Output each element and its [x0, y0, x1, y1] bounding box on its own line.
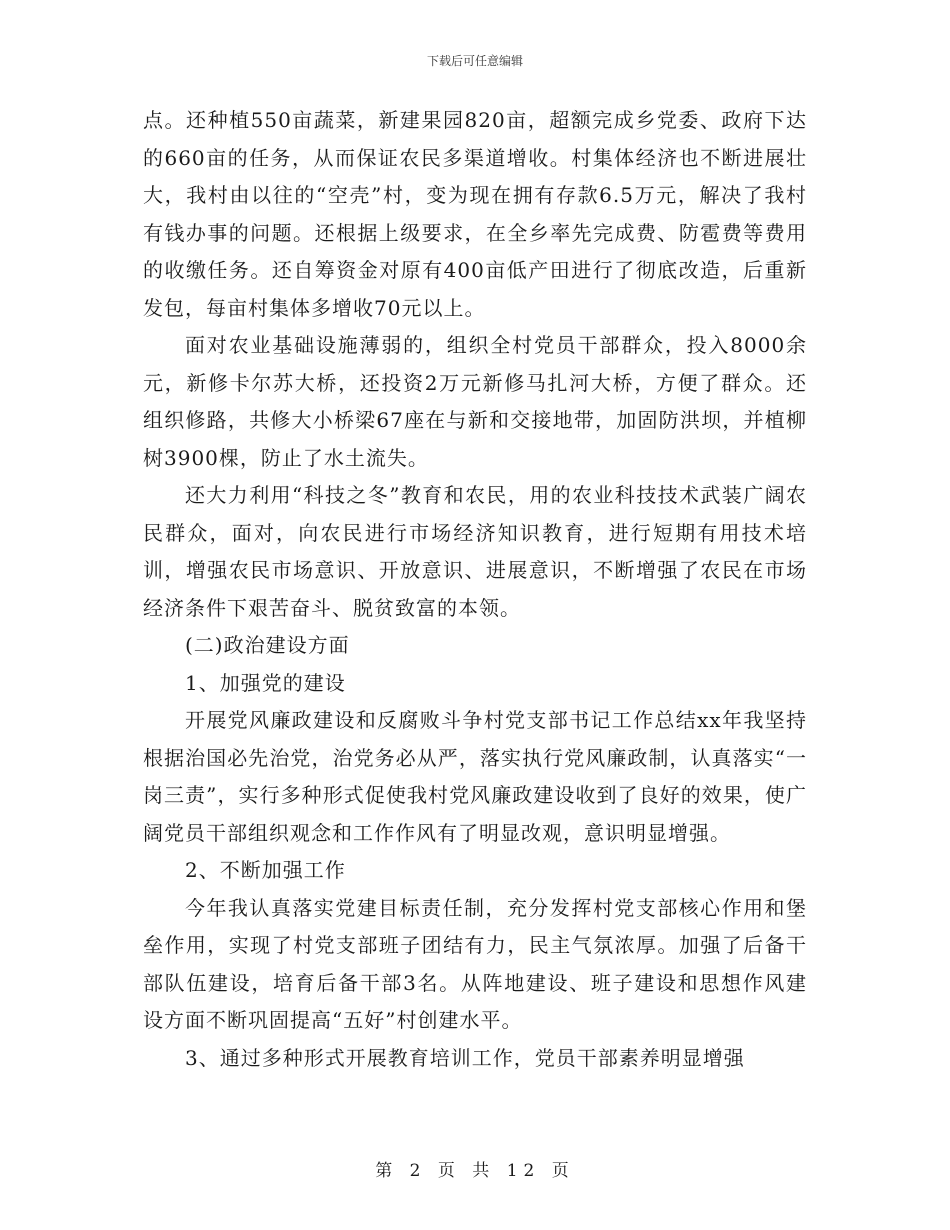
- page-number-indicator: 第 2 页 共 12 页: [375, 1161, 575, 1181]
- paragraph-infrastructure: 面对农业基础设施薄弱的，组织全村党员干部群众，投入8000余元，新修卡尔苏大桥，还投资2万元新修马扎河大桥，方便了群众。还组织修路，共修大小桥梁67座在与新和交接地带，加固防洪坝，并植柳树3900棵，防止了水土流失。: [143, 333, 807, 470]
- page-header-note: 下载后可任意编辑: [426, 54, 523, 68]
- section-heading-political: (二)政治建设方面: [185, 633, 350, 657]
- subheading-training: 3、通过多种形式开展教育培训工作，党员干部素养明显增强: [185, 1045, 745, 1070]
- paragraph-tech-education: 还大力利用“科技之冬”教育和农民，用的农业科技技术武装广阔农民群众，面对，向农民进行市场经济知识教育，进行短期有用技术培训，增强农民市场意识、开放意识、进展意识，不断增强了农民在市场经济条件下艰苦奋斗、脱贫致富的本领。: [143, 483, 807, 620]
- paragraph-responsibility: 今年我认真落实党建目标责任制，充分发挥村党支部核心作用和堡垒作用，实现了村党支部班子团结有力，民主气氛浓厚。加强了后备干部队伍建设，培育后备干部3名。从阵地建设、班子建设和思想作风建设方面不断巩固提高“五好”村创建水平。: [143, 895, 807, 1032]
- subheading-party-building: 1、加强党的建设: [185, 670, 346, 695]
- document-body: [143, 102, 807, 1077]
- paragraph-anti-corruption: 开展党风廉政建设和反腐败斗争村党支部书记工作总结xx年我坚持根据治国必先治党，治党务必从严，落实执行党风廉政制，认真落实“一岗三责”，实行多种形式促使我村党风廉政建设收到了良好的效果，使广阔党员干部组织观念和工作作风有了明显改观，意识明显增强。: [143, 708, 807, 845]
- paragraph-agriculture-income: 点。还种植550亩蔬菜，新建果园820亩，超额完成乡党委、政府下达的660亩的任务，从而保证农民多渠道增收。村集体经济也不断进展壮大，我村由以往的“空壳”村，变为现在拥有存款6.5万元，解决了我村有钱办事的问题。还根据上级要求，在全乡率先完成费、防雹费等费用的收缴任务。还自筹资金对原有400亩低产田进行了彻底改造，后重新发包，每亩村集体多增收70元以上。: [143, 108, 807, 320]
- subheading-strengthen-work: 2、不断加强工作: [185, 858, 346, 882]
